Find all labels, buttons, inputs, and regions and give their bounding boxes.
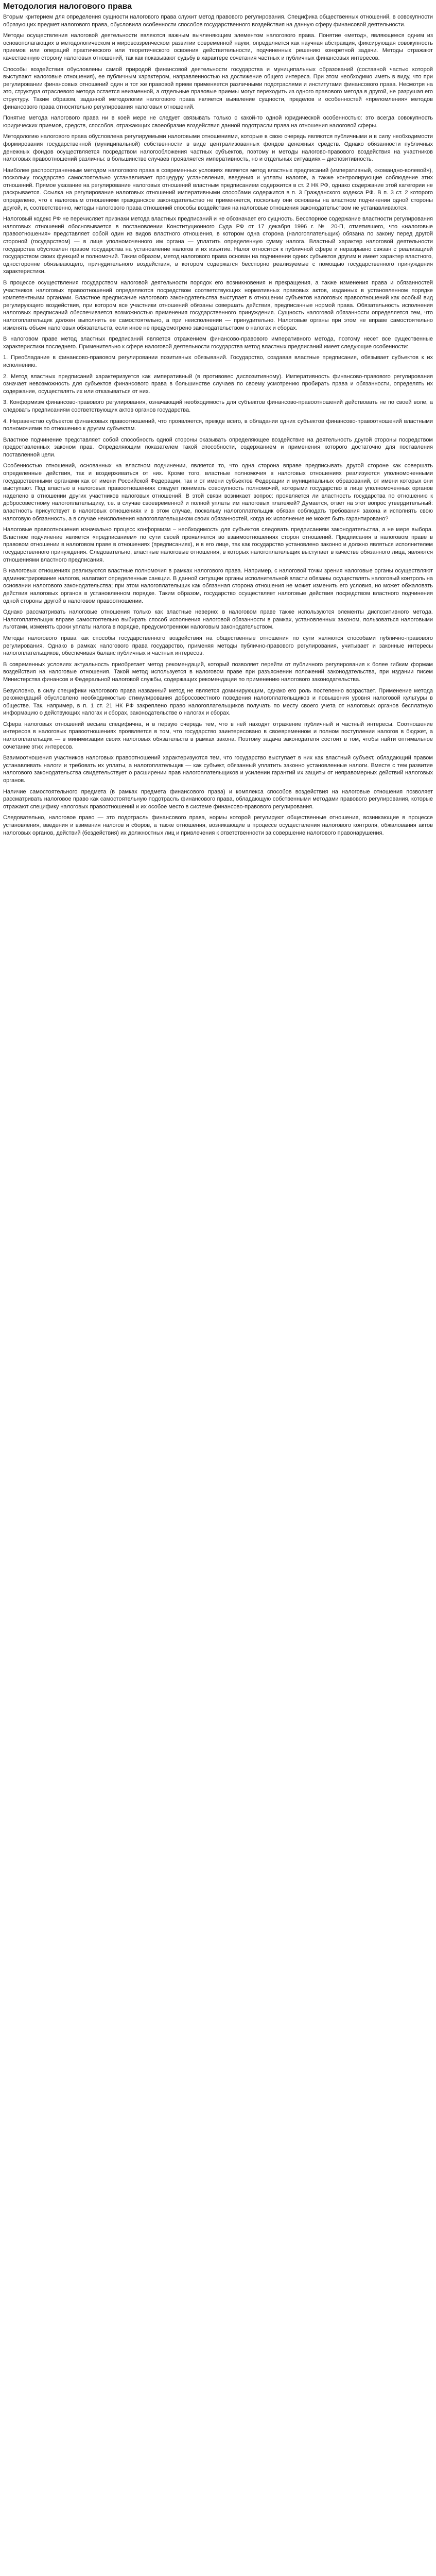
paragraph: В налоговом праве метод властных предписаний является отражением финансово-правового императивного метода, поэтому несет все существенные характеристики последнего. Применительно к сфере налоговой деятельности государства метод властных предписаний имеет следующие особенности: xyxy=(3,336,433,350)
paragraph: Понятие метода налогового права ни в коей мере не следует связывать только с какой-то одной юридической особенностью: это всегда совокупность юридических приемов, средств, способов, отражающих своеобразие воздействия данной подотрасли права на отношения налоговой сферы. xyxy=(3,115,433,129)
paragraph: Безусловно, в силу специфики налогового права названный метод не является доминирующим, однако его роль постепенно возрастает. Применение метода рекомендаций обусловлено необходимостью стимулирования добросовестного поведения налогоплательщиков и повышения уровня налоговой культуры в обществе. Так, например, в п. 1 ст. 21 НК РФ закреплено право налогоплательщиков получать по месту своего учета от налоговых органов бесплатную информацию о действующих налогах и сборах, законодательстве о налогах и сборах. xyxy=(3,687,433,717)
paragraph: Вторым критерием для определения сущности налогового права служит метод правового регулирования. Специфика общественных отношений, в совокупности образующих предмет налогового права, обусловила особенности способов государственного воздействия на данную сферу финансовой деятельности. xyxy=(3,14,433,28)
paragraph: 4. Неравенство субъектов финансовых правоотношений, что проявляется, прежде всего, в обладании одних субъектов финансово-правоотношений властными полномочиями по отношению к другим субъектам. xyxy=(3,418,433,432)
page-title: Методология налогового права xyxy=(3,2,132,11)
paragraph: Наличие самостоятельного предмета (в рамках предмета финансового права) и комплекса способов воздействия на налоговые отношения позволяет рассматривать налоговое право как самостоятельную подотрасль финансового права, обладающую собственными методами правового регулирования, которые отражают специфику налоговых правоотношений и их особое место в системе финансово-правового регулирования. xyxy=(3,788,433,810)
paragraph: В современных условиях актуальность приобретает метод рекомендаций, который позволяет перейти от публичного регулирования к более гибким формам воздействия на налоговые отношения. Такой метод используется в налоговом праве при разъяснении положений законодательства, при издании писем Министерства финансов и Федеральной налоговой службы, содержащих рекомендации по применению налогового законодательства. xyxy=(3,661,433,683)
paragraph: Сфера налоговых отношений весьма специфична, и в первую очередь тем, что в ней находят отражение публичный и частный интересы. Соотношение интересов в налоговых правоотношениях проявляется в том, что государство заинтересовано в своевременном и полном поступлении налогов в бюджет, а налогоплательщик — в минимизации своих налоговых обязательств в рамках закона. Поэтому задача законодателя состоит в том, чтобы найти оптимальное сочетание этих интересов. xyxy=(3,721,433,750)
article-body xyxy=(3,13,433,837)
paragraph: В процессе осуществления государством налоговой деятельности порядок его возникновения и прекращения, а также изменения права и обязанностей участников налоговых правоотношений определяются посредством соответствующих нормативных правовых актов, изданных в установленном порядке компетентными органами. Властное предписание налогового законодательства выступает в отношении субъектов налоговых правоотношений как особый вид регулирующего воздействия, при котором все участники отношений обязаны совершать действия, предписанные нормой права. Обязательность исполнения налоговых предписаний обеспечивается возможностью применения государственного принуждения. Сущность налоговой обязанности определяется тем, что налогоплательщик должен выполнить ее самостоятельно, а при неисполнении — принудительно. Налоговые органы при этом не вправе самостоятельно изменять объем налоговых обязательств, если иное не предусмотрено законодательством о налогах и сборах. xyxy=(3,280,433,331)
page xyxy=(0,0,436,851)
paragraph: Налоговые правоотношения изначально процесс конформизм – необходимость для субъектов следовать предписаниям законодательства, а не мере выбора. Властное подчинение является «предписанием» по сути своей проявляется во взаимоотношениях сторон отношений. Предписания в налоговом праве в правовом отношении в налоговом праве в отношениях (предписаниях), и в его лице, так как государство установлено законно и должно являться исполнителем государственного принуждения. Следовательно, властные налоговые отношения, в которых налогоплательщик выступает в качестве обязанного лица, являются отношениями властного предписания. xyxy=(3,527,433,563)
paragraph: Способы воздействия обусловлены самой природой финансовой деятельности государства и муниципальных образований (составной частью которой выступают налоговые отношения), ее публичным характером, направленностью на достижение общего интереса. При этом необходимо иметь в виду, что при регулировании финансовых отношений один и тот же правовой прием применяется различными подотраслями и институтами финансового права. Несмотря на это, структура отраслевого метода остается неизменной, а отдельные правовые приемы могут переходить из одного правового метода в другой, не разрушая его структуру. Таким образом, заданной методологии налогового права является выявление сущности, пределов и особенностей «преломления» методов финансового права относительно регулирования налоговых отношений. xyxy=(3,66,433,110)
paragraph: 3. Конформизм финансово-правового регулирования, означающий необходимость для субъектов финансово-правоотношений действовать не по своей воле, а следовать предписаниям соответствующих актов органов государства. xyxy=(3,399,433,413)
paragraph: Наиболее распространенным методом налогового права в современных условиях является метод властных предписаний (императивный, «командно-волевой»), поскольку государство самостоятельно устанавливает процедуру установления, введения и уплаты налогов, а также контролирующие соблюдение этих отношений. Прямое указание на регулирование налоговых отношений властным предписанием содержится в ст. 2 НК РФ, однако содержание этой категории не раскрывается. Ссылка на регулирование налоговых отношений императивными способами содержится в п. 3 Гражданского кодекса РФ. В п. 3 ст. 2 которого определено, что к налоговым отношениям гражданское законодательство не применяется, поскольку они основаны на властном подчинении одной стороны другой, и, соответственно, методы налогового права отношений способы воздействия на налоговые отношения законодательством не устанавливаются. xyxy=(3,167,433,211)
paragraph: В налоговых отношениях реализуются властные полномочия в рамках налогового права. Например, с налоговой точки зрения налоговые органы осуществляют администрирование налогов, налагают определенные санкции. В данной ситуации органы исполнительной власти обязаны осуществлять налоговый контроль на основании налогового законодательства; при этом налогоплательщик как обязанная сторона отношения не может изменить его условия, но может обжаловать действия налоговых органов в установленном порядке. Таким образом, государство осуществляет налоговые действия посредством властного подчинения одной стороны другой в налоговом правоотношении. xyxy=(3,568,433,604)
paragraph: Методы осуществления налоговой деятельности являются важным вычленяющим элементом налогового права. Понятие «метод», являющееся одним из основополагающих в методологическом и мировоззренческом развитии современной науки, определяется как научная абстракция, фиксирующая совокупность приемов или операций практического или теоретического освоения действительности, подчиненных решению конкретной задачи. Методы отражают качественную сторону налоговых отношений, так как показывают судьбу в характере сочетания частных и публичных финансовых интересов. xyxy=(3,32,433,61)
paragraph: Однако рассматривать налоговые отношения только как властные неверно: в налоговом праве также используются элементы диспозитивного метода. Налогоплательщик вправе самостоятельно выбирать способ исполнения налоговой обязанности в рамках, установленных законом, пользоваться налоговыми льготами, изменять сроки уплаты налога в порядке, предусмотренном налоговым законодательством. xyxy=(3,609,433,631)
paragraph: Взаимоотношения участников налоговых правоотношений характеризуются тем, что государство выступает в них как властный субъект, обладающий правом устанавливать налоги и требовать их уплаты, а налогоплательщик — как субъект, обязанный уплатить законно установленные налоги. Вместе с тем развитие налогового законодательства свидетельствует о расширении прав налогоплательщиков и усилении гарантий их защиты от неправомерных действий налоговых органов. xyxy=(3,755,433,784)
paragraph: Налоговый кодекс РФ не перечисляет признаки метода властных предписаний и не обозначает его сущность. Бесспорное содержание властности регулирования налоговых отношений обосновывается в постановлении Конституционного Суда РФ от 17 декабря 1996 г. № 20-П, отметившего, что «налоговые правоотношения» представляет собой один из видов властного отношения, в котором одна сторона (налогоплательщик) обязана по закону перед другой стороной (государством) — в лице уполномоченного им органа — уплатить определенную сумму налога. Властный характер налоговой деятельности государства обусловлен правом государства на установление налогов и их изъятие. Налог относится к публичной сфере и неразрывно связан с реализацией государством своих функций и полномочий. Таким образом, метод налогового права основан на подчинении одних субъектов другим и имеет характер властного, односторонне обязывающего, принудительного воздействия, в котором содержатся бесспорно реализуемые с помощью государственного принуждения характеристики. xyxy=(3,216,433,275)
paragraph: Особенностью отношений, основанных на властном подчинении, является то, что одна сторона вправе предписывать другой стороне как совершать определенные действия, так и воздерживаться от них. Кроме того, властные полномочия в налоговых отношениях реализуются уполномоченными государственными органами как от имени Российской Федерации, так и от имени субъектов Федерации и муниципальных образований, от имени которых они выступают. Под властью в налоговых правоотношениях следует понимать совокупность полномочий, которыми государство в лице уполномоченных органов наделено в отношении других участников налоговых отношений. В этой связи возникает вопрос: проявляется ли властность государства по отношению к добросовестному налогоплательщику, т.е. в случае своевременной и полной уплаты им налоговых платежей? Думается, ответ на этот вопрос утвердительный: властность присутствует в налоговых отношениях и в этом случае, поскольку налогоплательщик обязан соблюдать требования закона и исполнять свою налоговую обязанность, а в случае неисполнения налогоплательщиком своих обязанностей, когда их исполнение не может быть гарантировано? xyxy=(3,463,433,522)
paragraph: Следовательно, налоговое право — это подотрасль финансового права, нормы которой регулируют общественные отношения, возникающие в процессе установления, введения и взимания налогов и сборов, а также отношения, возникающие в процессе осуществления налогового контроля, обжалования актов налоговых органов, действий (бездействия) их должностных лиц и привлечения к ответственности за совершение налогового правонарушения. xyxy=(3,815,433,836)
paragraph: Методы налогового права как способы государственного воздействия на общественные отношения по сути являются способами публично-правового регулирования. Однако в рамках налогового права государство, применяя методы публично-правового регулирования, учитывает и законные интересы налогоплательщиков, обеспечивая баланс публичных и частных интересов. xyxy=(3,635,433,657)
paragraph: 2. Метод властных предписаний характеризуется как императивный (в противовес диспозитивному). Императивность финансово-правового регулирования означает невозможность для субъектов финансового права в большинстве случаев по своему усмотрению пробирать права и обязанности, определять их содержание, осуществлять их или отказываться от них. xyxy=(3,373,433,395)
paragraph: Методологию налогового права обусловлена регулируемыми налоговыми отношениями, которые в свою очередь являются публичными и в силу необходимости формирования государственной (муниципальной) собственности в виде централизованных фондов денежных средств. Однако обязанности публичных денежных фондов осуществляется посредством налогообложения частных субъектов, поэтому и методы налогово-правового воздействия на участников налоговых правоотношений различны: в большинстве случаев проявляется императивность, но и отдельных ситуациях – диспозитивность. xyxy=(3,133,433,163)
paragraph: Властное подчинение представляет собой способность одной стороны оказывать определяющее воздействие на деятельность другой стороны посредством предоставленных законом прав. Определяющим показателем такой способности, содержанием и применения которого достаточно для поставления поставленной цели. xyxy=(3,436,433,458)
paragraph: 1. Преобладание в финансово-правовом регулировании позитивных обязываний. Государство, создавая властные предписания, обязывает субъектов к их исполнению. xyxy=(3,354,433,368)
